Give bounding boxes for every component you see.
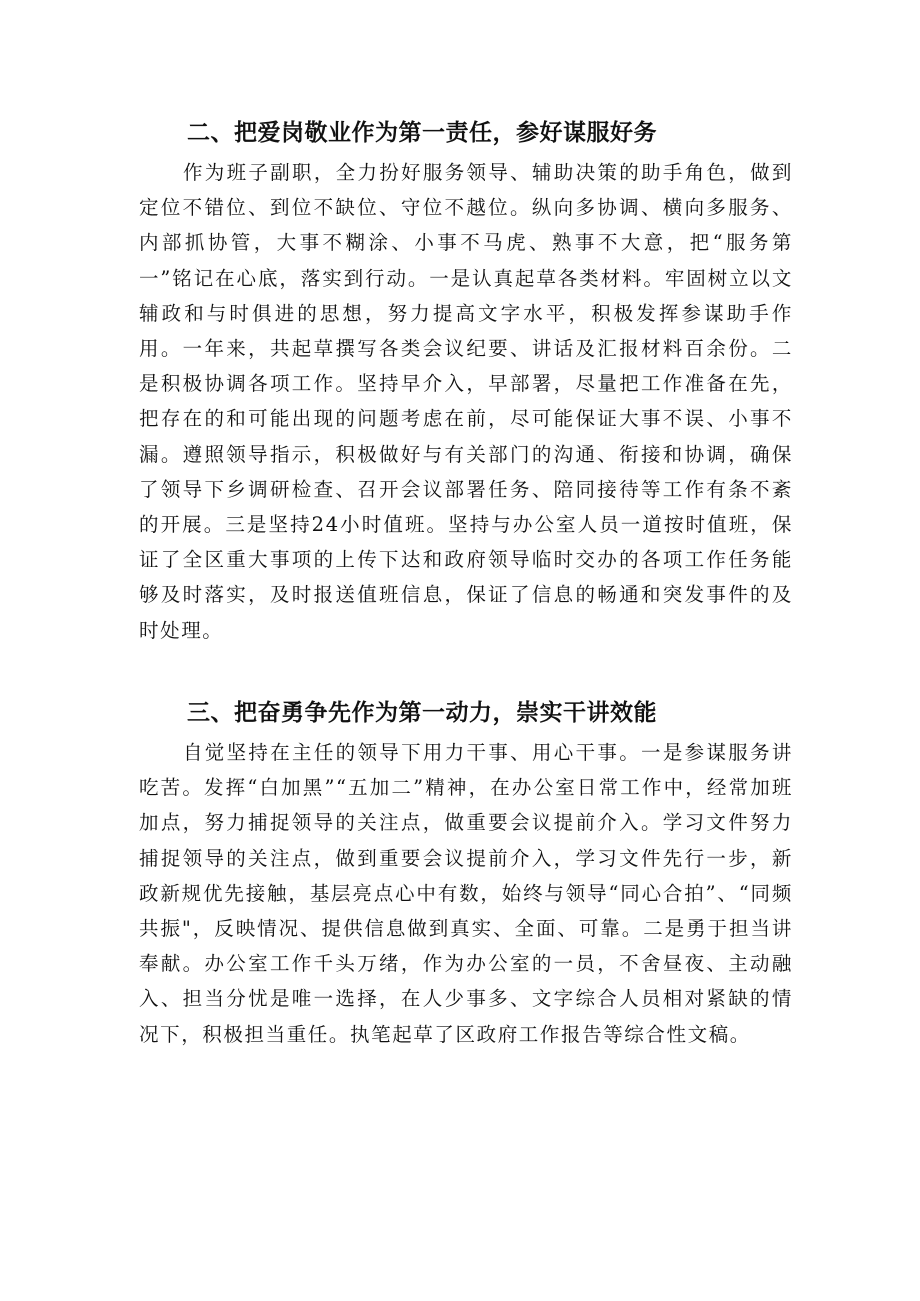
- section-paragraph-2: 作为班子副职，全力扮好服务领导、辅助决策的助手角色，做到定位不错位、到位不缺位、守位不越位。纵向多协调、横向多服务、内部抓协管，大事不糊涂、小事不马虎、熟事不大意，把“服务第一”铭记在心底，落实到行动。一是认真起草各类材料。牢固树立以文辅政和与时俱进的思想，努力提高文字水平，积极发挥参谋助手作用。一年来，共起草撰写各类会议纪要、讲话及汇报材料百余份。二是积极协调各项工作。坚持早介入，早部署，尽量把工作准备在先，把存在的和可能出现的问题考虑在前，尽可能保证大事不误、小事不漏。遵照领导指示，积极做好与有关部门的沟通、衔接和协调，确保了领导下乡调研检查、召开会议部署任务、陪同接待等工作有条不紊的开展。三是坚持24小时值班。坚持与办公室人员一道按时值班，保证了全区重大事项的上传下达和政府领导临时交办的各项工作任务能够及时落实，及时报送值班信息，保证了信息的畅通和突发事件的及时处理。: [139, 161, 793, 642]
- section-heading-2: 二、把爱岗敬业作为第一责任，参好谋服好务: [187, 120, 657, 146]
- section-heading-3: 三、把奋勇争先作为第一动力，崇实干讲效能: [187, 700, 657, 726]
- section-paragraph-3: 自觉坚持在主任的领导下用力干事、用心干事。一是参谋服务讲吃苦。发挥“白加黑”“五加二”精神，在办公室日常工作中，经常加班加点，努力捕捉领导的关注点，做重要会议提前介入。学习文件努力捕捉领导的关注点，做到重要会议提前介入，学习文件先行一步，新政新规优先接触，基层亮点心中有数，始终与领导“同心合拍”、“同频共振"，反映情况、提供信息做到真实、全面、可靠。二是勇于担当讲奉献。办公室工作千头万绪，作为办公室的一员，不舍昼夜、主动融入、担当分忧是唯一选择，在人少事多、文字综合人员相对紧缺的情况下，积极担当重任。执笔起草了区政府工作报告等综合性文稿。: [139, 741, 793, 1046]
- document-body: [139, 113, 793, 1125]
